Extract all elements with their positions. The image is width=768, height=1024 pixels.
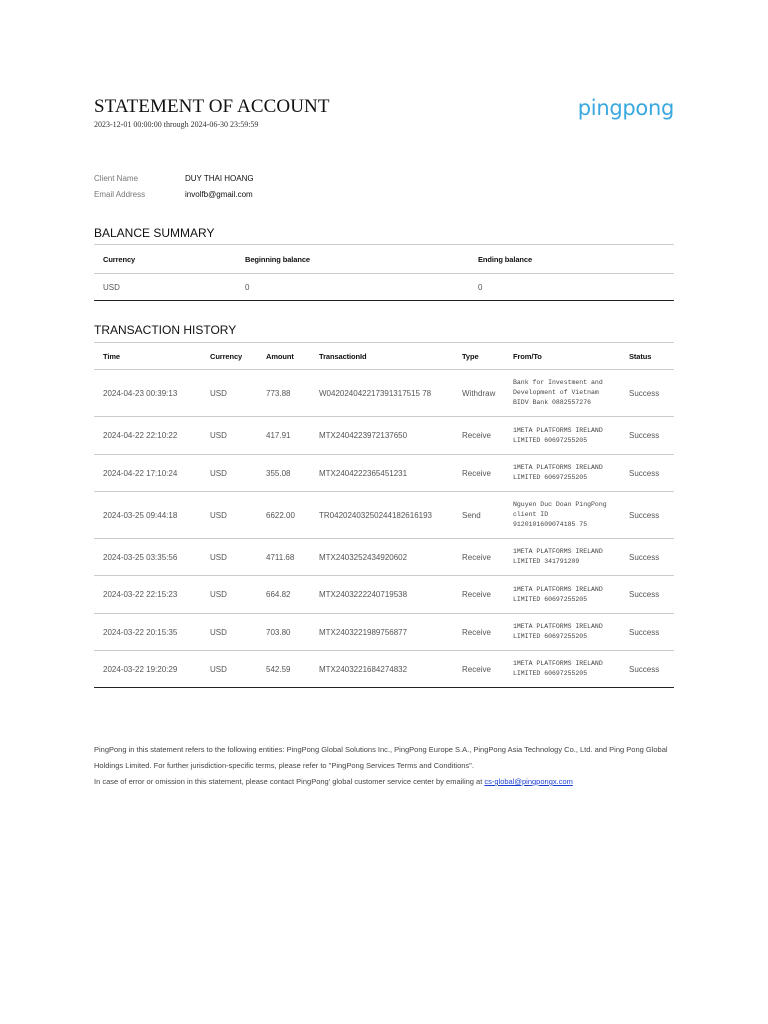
transaction-cell-time: 2024-04-22 17:10:24 — [103, 468, 178, 478]
transaction-cell-currency: USD — [210, 664, 227, 674]
transaction-cell-currency: USD — [210, 468, 227, 478]
transaction-header-status: Status — [629, 351, 652, 361]
client-name-value: DUY THAI HOANG — [185, 173, 254, 183]
transaction-cell-time: 2024-03-22 19:20:29 — [103, 664, 178, 674]
balance-header-currency: Currency — [103, 254, 136, 264]
transaction-cell-transactionid: MTX2403221989756877 — [319, 627, 408, 637]
transaction-cell-from-to: 1META PLATFORMS IRELAND LIMITED 341791209 — [513, 548, 603, 565]
transaction-row — [94, 370, 674, 417]
transaction-cell-status: Success — [629, 510, 660, 520]
transaction-cell-amount: 4711.68 — [266, 552, 295, 562]
transaction-cell-type: Receive — [462, 627, 491, 637]
support-email-link[interactable]: cs-global@pingpongx.com — [484, 777, 573, 786]
transaction-row — [94, 651, 674, 688]
transaction-header-amount: Amount — [266, 351, 294, 361]
transaction-cell-type: Send — [462, 510, 481, 520]
transaction-cell-currency: USD — [210, 431, 227, 440]
footer-contact-text — [94, 774, 674, 790]
transaction-history-table — [94, 342, 674, 688]
transaction-cell-status: Success — [629, 388, 660, 398]
transaction-cell-currency: USD — [210, 552, 227, 562]
email-row — [94, 186, 254, 202]
transaction-cell-from-to: 1META PLATFORMS IRELAND LIMITED 60697255205 — [513, 660, 603, 677]
footer-disclaimer — [94, 742, 674, 790]
balance-row — [94, 274, 674, 301]
email-value: involfb@gmail.com — [185, 189, 253, 199]
balance-cell-currency: USD — [103, 282, 120, 292]
pingpong-logo: pingpong — [577, 96, 674, 120]
transaction-cell-time: 2024-04-22 22:10:22 — [103, 431, 178, 440]
transaction-cell-transactionid: MTX2404223972137650 — [319, 431, 408, 440]
transaction-cell-transactionid: MTX2403252434920602 — [319, 552, 408, 562]
transaction-cell-time: 2024-03-22 22:15:23 — [103, 590, 178, 599]
transaction-cell-currency: USD — [210, 627, 227, 637]
transaction-cell-status: Success — [629, 552, 660, 562]
client-info — [94, 170, 254, 202]
client-name-label: Client Name — [94, 173, 139, 183]
transaction-cell-time: 2024-03-25 03:35:56 — [103, 552, 178, 562]
transaction-cell-from-to: 1META PLATFORMS IRELAND LIMITED 60697255205 — [513, 426, 603, 444]
transaction-cell-transactionid: MTX2404222365451231 — [319, 468, 408, 478]
transaction-cell-time: 2024-03-25 09:44:18 — [103, 510, 178, 520]
transaction-cell-currency: USD — [210, 590, 227, 599]
client-name-row — [94, 170, 254, 186]
transaction-cell-type: Withdraw — [462, 388, 496, 398]
transaction-cell-transactionid: W042024042217391317515 78 — [319, 388, 432, 398]
email-label: Email Address — [94, 189, 146, 199]
transaction-cell-status: Success — [629, 627, 660, 637]
transaction-header-row — [94, 343, 674, 370]
transaction-cell-status: Success — [629, 468, 660, 478]
transaction-row — [94, 455, 674, 492]
transaction-header-transactionid: TransactionId — [319, 351, 367, 361]
transaction-cell-amount: 417.91 — [266, 431, 291, 440]
transaction-header-currency: Currency — [210, 351, 243, 361]
transaction-cell-currency: USD — [210, 388, 227, 398]
transaction-cell-type: Receive — [462, 664, 491, 674]
transaction-cell-from-to: Nguyen Duc Doan PingPong client ID 9120101609074185 75 — [513, 501, 607, 528]
transaction-cell-from-to: Bank for Investment and Development of Vietnam BIDV Bank 0882557276 — [513, 379, 603, 406]
balance-summary-table — [94, 244, 674, 301]
balance-cell-ending-balance: 0 — [478, 282, 483, 292]
balance-header-beginning-balance: Beginning balance — [245, 254, 310, 264]
transaction-row — [94, 614, 674, 651]
balance-cell-beginning-balance: 0 — [245, 282, 250, 292]
transaction-row — [94, 417, 674, 455]
transaction-cell-transactionid: MTX2403221684274832 — [319, 664, 408, 674]
transaction-cell-status: Success — [629, 664, 660, 674]
page-title: STATEMENT OF ACCOUNT — [94, 96, 330, 117]
transaction-history-title: TRANSACTION HISTORY — [94, 323, 237, 337]
transaction-header-from-to: From/To — [513, 351, 542, 361]
transaction-cell-type: Receive — [462, 552, 491, 562]
transaction-cell-amount: 542.59 — [266, 664, 291, 674]
transaction-row — [94, 576, 674, 614]
transaction-header-type: Type — [462, 351, 479, 361]
transaction-cell-type: Receive — [462, 431, 491, 440]
footer-entities-text: PingPong in this statement refers to the following entities: PingPong Global Solutions Inc., PingPong Europe S.A., PingPong Asia Technology Co., Ltd. and Ping Pong Global Holdings Limited. For further jurisdiction-specific terms, please refer to "PingPong Services Terms and Conditions". — [94, 745, 668, 770]
transaction-cell-transactionid: MTX2403222240719538 — [319, 590, 408, 599]
transaction-cell-currency: USD — [210, 510, 227, 520]
transaction-cell-status: Success — [629, 590, 660, 599]
transaction-cell-amount: 355.08 — [266, 468, 291, 478]
transaction-cell-from-to: 1META PLATFORMS IRELAND LIMITED 60697255205 — [513, 623, 603, 640]
transaction-cell-type: Receive — [462, 468, 491, 478]
transaction-cell-amount: 703.80 — [266, 627, 291, 637]
footer-contact-prefix: In case of error or omission in this statement, please contact PingPong' global customer service center by emailing at — [94, 777, 485, 786]
balance-header-row — [94, 245, 674, 274]
transaction-cell-time: 2024-04-23 00:39:13 — [103, 388, 178, 398]
balance-header-ending-balance: Ending balance — [478, 254, 533, 264]
transaction-row — [94, 539, 674, 576]
statement-period: 2023-12-01 00:00:00 through 2024-06-30 23:59:59 — [94, 120, 259, 129]
transaction-header-time: Time — [103, 351, 120, 361]
transaction-cell-from-to: 1META PLATFORMS IRELAND LIMITED 60697255205 — [513, 585, 603, 603]
transaction-row — [94, 492, 674, 539]
transaction-cell-amount: 6622.00 — [266, 510, 295, 520]
transaction-cell-amount: 664.82 — [266, 590, 291, 599]
transaction-cell-type: Receive — [462, 590, 491, 599]
transaction-cell-status: Success — [629, 431, 660, 440]
balance-summary-title: BALANCE SUMMARY — [94, 226, 215, 240]
transaction-cell-transactionid: TR04202403250244182616193 — [319, 510, 432, 520]
transaction-cell-amount: 773.88 — [266, 388, 291, 398]
transaction-cell-time: 2024-03-22 20:15:35 — [103, 627, 178, 637]
transaction-cell-from-to: 1META PLATFORMS IRELAND LIMITED 60697255205 — [513, 464, 603, 481]
